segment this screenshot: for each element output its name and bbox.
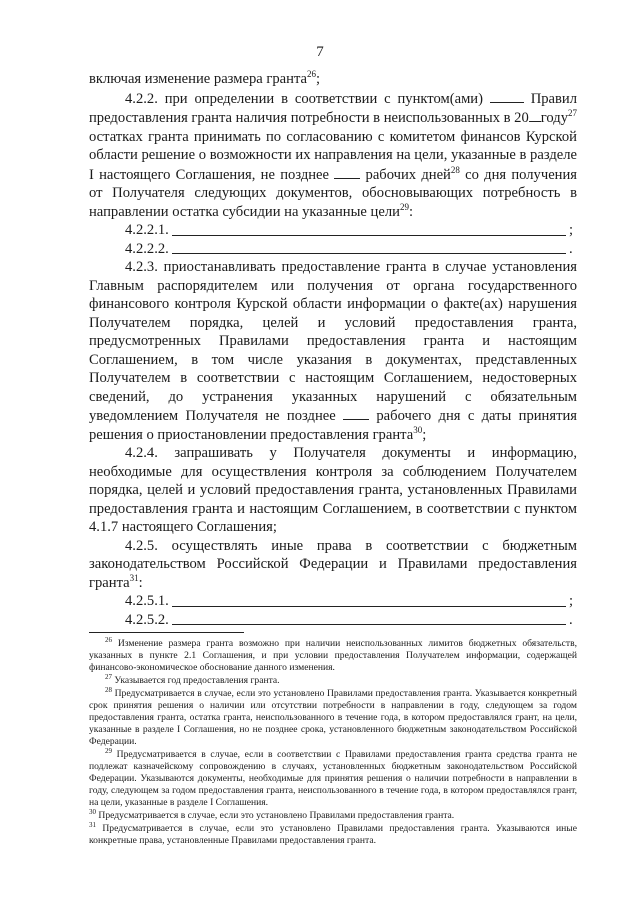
footnote-30: $^{30}$ Предусматривается в случае, если это установлено Правилами предоставления гранта.: [89, 807, 455, 821]
footnote-ref-29: 29: [399, 201, 409, 212]
footnote-27: $^{27}$ Указывается год предоставления гранта.: [105, 672, 280, 686]
main-text: [89, 70, 577, 629]
item-4-2-5-1: 4.2.5.1. ;: [125, 593, 574, 609]
item-4-2-5-2: 4.2.5.2. .: [125, 611, 573, 628]
paragraph-4-2-4: 4.2.4. запрашивать у Получателя документы и информацию, необходимые для осуществления контроля за соблюдением Получателем порядка, целей и условий предоставления гранта, установленных Правилами предоставления гранта и настоящим Соглашением, в соответствии с пунктом 4.1.7 настоящего Соглашения;: [89, 445, 577, 535]
paragraph-4-2-2: 4.2.2. при определении в соответствии с пунктом(ами) Правил предоставления гранта наличия потребности в неиспользованных в 20 году$^{27}$ остатках гранта принимать по согласованию с комитетом финансов Курской области решение о возможности их направления на цели, указанные в разделе I настоящего Соглашения, не позднее рабочих дней$^{28}$ со дня получения от Получателя следующих документов, обосновывающих потребность в направлении остатка субсидии на указанные цели$^{29}$:: [89, 90, 578, 220]
footnote-ref-26: 26: [306, 69, 316, 80]
footnote-ref-31: 31: [129, 572, 139, 583]
page-number: 7: [316, 44, 324, 60]
paragraph-continuation: включая изменение размера гранта$^{26}$;: [89, 69, 321, 87]
blank-line: [172, 241, 566, 254]
item-4-2-2-2: 4.2.2.2. .: [125, 240, 573, 257]
footnote-31: $^{31}$ Предусматривается в случае, если это установлено Правилами предоставления гранта. Указываются иные конкретные права, установленные Правилами предоставления гранта.: [89, 820, 577, 846]
footnote-28: $^{28}$ Предусматривается в случае, если это установлено Правилами предоставления гранта. Указывается конкретный срок принятия решения о наличии или отсутствии потребности в направлении в году, следующем за годом предоставления гранта, остатка гранта, неиспользованного в течение года, в котором предоставлялся грант, на цели, указанные в разделе I Соглашения, но не позднее срока, установленного бюджетным законодательством Российской Федерации.: [89, 685, 577, 747]
item-4-2-2-1: 4.2.2.1. ;: [125, 222, 574, 238]
paragraph-4-2-5: 4.2.5. осуществлять иные права в соответствии с бюджетным законодательством Российской Федерации и Правилами предоставления гранта$^{31}$:: [89, 537, 577, 591]
blank-line: [172, 594, 566, 607]
paragraph-4-2-3: 4.2.3. приостанавливать предоставление гранта в случае установления Главным распорядителем или получения от органа государственного финансового контроля Курской области информации о факте(ах) нарушения Получателем порядка, целей и условий предоставления гранта, предусмотренных Правилами предоставления гранта и настоящим Соглашением, в том числе указания в документах, представленных Получателем в соответствии с настоящим Соглашением, недостоверных сведений, до устранения указанных нарушений с обязательным уведомлением Получателя не позднее рабочего дня с даты принятия решения о приостановлении предоставления гранта$^{30}$;: [89, 259, 577, 443]
blank-field: [529, 108, 541, 122]
blank-line: [172, 612, 566, 625]
footnote-separator: [89, 632, 244, 633]
footnote-29: $^{29}$ Предусматривается в случае, если в соответствии с Правилами предоставления гранта средства гранта не подлежат казначейскому сопровождению в случаях, установленных бюджетным законодательством Российской Федерации. Указываются документы, необходимые для принятия решения о наличии потребности в направлении в году, следующем за годом предоставления гранта, неиспользованного в течение года, в котором предоставлялся грант, на цели, указанные в разделе I Соглашения.: [89, 746, 577, 808]
blank-line: [172, 223, 566, 236]
footnotes: [89, 635, 577, 848]
blank-field: [490, 89, 524, 103]
footnote-ref-28: 28: [450, 164, 460, 175]
footnote-ref-30: 30: [413, 424, 423, 435]
footnote-26: $^{26}$ Изменение размера гранта возможно при наличии неиспользованных лимитов бюджетных обязательств, указанных в пункте 2.1 Соглашения, и при условии предоставления Получателем информации, содержащей финансово-экономическое обоснование данного изменения.: [89, 635, 577, 673]
blank-field: [343, 406, 369, 420]
blank-field: [334, 165, 360, 179]
footnote-ref-27: 27: [568, 108, 578, 119]
